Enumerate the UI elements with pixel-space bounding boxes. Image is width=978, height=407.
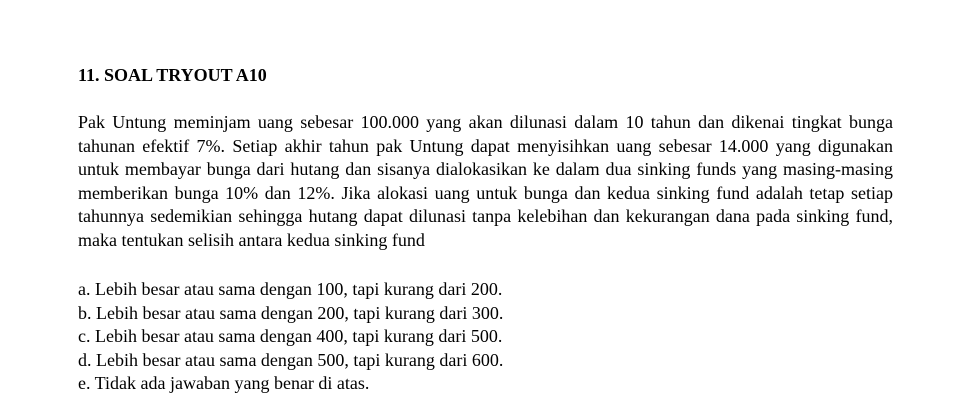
answer-option-c: c. Lebih besar atau sama dengan 400, tapi kurang dari 500. <box>78 326 503 347</box>
answer-option-d: d. Lebih besar atau sama dengan 500, tapi kurang dari 600. <box>78 349 504 370</box>
answer-option-e: e. Tidak ada jawaban yang benar di atas. <box>78 373 370 394</box>
question-title: 11. SOAL TRYOUT A10 <box>78 65 267 85</box>
answer-option-a: a. Lebih besar atau sama dengan 100, tapi kurang dari 200. <box>78 279 503 299</box>
answer-option-b: b. Lebih besar atau sama dengan 200, tapi kurang dari 300. <box>78 302 504 323</box>
question-text: Pak Untung meminjam uang sebesar 100.000 yang akan dilunasi dalam 10 tahun dan dikenai tingkat bunga tahunan efektif 7%. Setiap akhir tahun pak Untung dapat menyisihkan uang sebesar 14.000 yang digunakan untuk membayar bunga dari hutang dan sisanya dialokasikan ke dalam dua sinking funds yang masing-masing memberikan bunga 10% dan 12%. Jika alokasi uang untuk bunga dan kedua sinking fund adalah tetap setiap tahunnya sedemikian sehingga hutang dapat dilunasi tanpa kelebihan dan kekurangan dana pada sinking fund, maka tentukan selisih antara kedua sinking fund <box>78 112 893 250</box>
answer-options <box>78 278 503 396</box>
